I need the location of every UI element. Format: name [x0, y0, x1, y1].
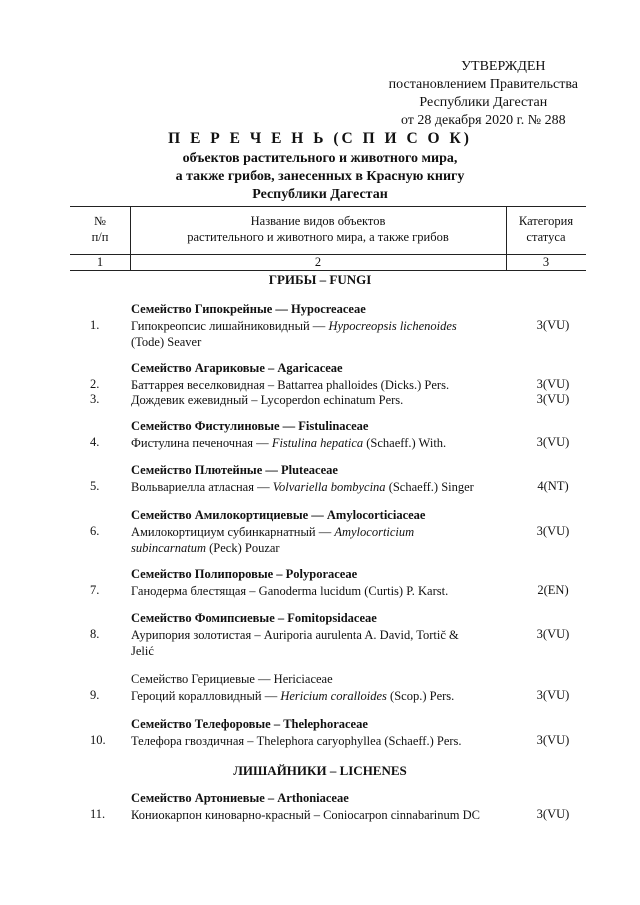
species-name-latin: Amylocorticium	[334, 525, 415, 539]
family-heading: Семейство Фомипсиевые – Fomitopsidaceae	[131, 611, 377, 625]
header-col-name-l1: Название видов объектов	[250, 214, 386, 228]
row-number: 11.	[90, 807, 106, 821]
status-category: 4(NT)	[537, 479, 569, 493]
species-name-common: Вольвариелла атласная —	[131, 480, 273, 494]
family-heading: Семейство Телефоровые – Thelephoraceae	[131, 717, 368, 731]
species-name: Дождевик ежевидный – Lycoperdon echinatum Pers.	[131, 393, 404, 407]
row-number: 8.	[90, 627, 100, 641]
header-bottom-rule	[70, 270, 586, 271]
species-name: Ганодерма блестящая – Ganoderma lucidum (Curtis) P. Karst.	[131, 584, 449, 598]
row-number: 4.	[90, 435, 100, 449]
species-name	[131, 627, 511, 659]
subtitle-line-3: Республики Дагестан	[252, 187, 388, 202]
family-heading: Семейство Полипоровые – Polyporaceae	[131, 567, 358, 581]
species-name-author: (Peck) Pouzar	[206, 541, 280, 555]
page-title: П Е Р Е Ч Е Н Ь (С П И С О К)	[168, 130, 472, 147]
species-name-common: Фистулина печеночная —	[131, 436, 272, 450]
subtitle-line-2: а также грибов, занесенных в Красную книгу	[175, 169, 465, 184]
species-name: Кониокарпон киноварно-красный – Coniocarpon cinnabarinum DC	[131, 808, 480, 822]
status-category: 3(VU)	[536, 733, 570, 747]
page-subtitle	[0, 150, 640, 204]
header-num-1: 1	[96, 255, 104, 269]
row-number: 1.	[90, 318, 100, 332]
species-name-common: Гипокреопсис лишайниковидный —	[131, 319, 329, 333]
species-name	[131, 688, 511, 704]
approval-line-3: от 28 декабря 2020 г. № 288	[400, 113, 566, 128]
header-col-category-l1: Категория	[518, 214, 574, 228]
status-category: 3(VU)	[536, 392, 570, 406]
status-category: 2(EN)	[537, 583, 569, 597]
header-num-2: 2	[314, 255, 322, 269]
species-name-author: (Schaeff.) With.	[363, 436, 447, 450]
species-name-latin: Hypocreopsis lichenoides	[328, 319, 457, 333]
header-col-number-l1: №	[94, 214, 106, 228]
header-col-number-l2: п/п	[91, 230, 109, 244]
approval-line-1: постановлением Правительства	[388, 77, 578, 92]
row-number: 3.	[90, 392, 100, 406]
family-heading: Семейство Агариковые – Agaricaceae	[131, 361, 343, 375]
family-heading-name: Герициевые — Hericiaceae	[188, 672, 333, 686]
row-number: 5.	[90, 479, 100, 493]
status-category: 3(VU)	[536, 318, 570, 332]
species-name-common: Амилокортициум субинкарнатный —	[131, 525, 335, 539]
row-number: 9.	[90, 688, 100, 702]
section-heading-lichenes: ЛИШАЙНИКИ – LICHENES	[233, 763, 407, 778]
header-col-category-l2: статуса	[526, 230, 566, 244]
species-name-author: (Tode) Seaver	[131, 335, 202, 349]
header-col-name-l2: растительного и животного мира, а также грибов	[187, 230, 449, 244]
row-number: 7.	[90, 583, 100, 597]
status-category: 3(VU)	[536, 524, 570, 538]
species-name-latin: Fistulina hepatica	[271, 436, 364, 450]
approval-line-2: Республики Дагестан	[419, 95, 548, 110]
species-name	[131, 479, 516, 495]
status-category: 3(VU)	[536, 435, 570, 449]
family-heading: Семейство Амилокортициевые — Amylocorticiaceae	[131, 508, 426, 522]
approval-title: УТВЕРЖДЕН	[461, 59, 546, 74]
header-col-category	[506, 213, 586, 245]
family-heading-prefix: Семейство	[131, 672, 189, 686]
status-category: 3(VU)	[536, 807, 570, 821]
row-number: 2.	[90, 377, 100, 391]
header-col-name	[130, 213, 506, 245]
header-num-3: 3	[542, 255, 550, 269]
section-heading-fungi: ГРИБЫ – FUNGI	[268, 272, 372, 287]
family-heading: Семейство Гипокрейные — Hypocreaceae	[131, 302, 366, 316]
approval-block	[389, 58, 578, 130]
family-heading: Семейство Артониевые – Arthoniaceae	[131, 791, 349, 805]
species-name-common: Аурипория золотистая – Auriporia aurulenta A. David, Tortič &	[131, 628, 459, 642]
family-heading	[131, 672, 333, 687]
species-name	[131, 318, 486, 350]
family-heading: Семейство Фистулиновые — Fistulinaceae	[131, 419, 369, 433]
species-name-author: (Schaeff.) Singer	[385, 480, 474, 494]
subtitle-line-1: объектов растительного и животного мира,	[182, 151, 458, 166]
row-number: 10.	[90, 733, 106, 747]
species-name-latin-2: subincarnatum	[131, 541, 206, 555]
family-heading: Семейство Плютейные — Pluteaceae	[131, 463, 338, 477]
species-name: Баттаррея веселковидная – Battarrea phalloides (Dicks.) Pers.	[131, 378, 450, 392]
header-col-number	[70, 213, 130, 245]
species-name-author: (Scop.) Pers.	[386, 689, 455, 703]
species-name: Телефора гвоздичная – Thelephora caryophyllea (Schaeff.) Pers.	[131, 734, 462, 748]
header-top-rule	[70, 206, 586, 207]
species-name-author: Jelić	[131, 644, 154, 658]
species-name-latin: Volvariella bombycina	[272, 480, 386, 494]
status-category: 3(VU)	[536, 627, 570, 641]
species-name-common: Героций коралловидный —	[131, 689, 281, 703]
status-category: 3(VU)	[536, 688, 570, 702]
species-name	[131, 524, 486, 556]
row-number: 6.	[90, 524, 100, 538]
species-name-latin: Hericium coralloides	[280, 689, 387, 703]
species-name	[131, 435, 511, 451]
status-category: 3(VU)	[536, 377, 570, 391]
